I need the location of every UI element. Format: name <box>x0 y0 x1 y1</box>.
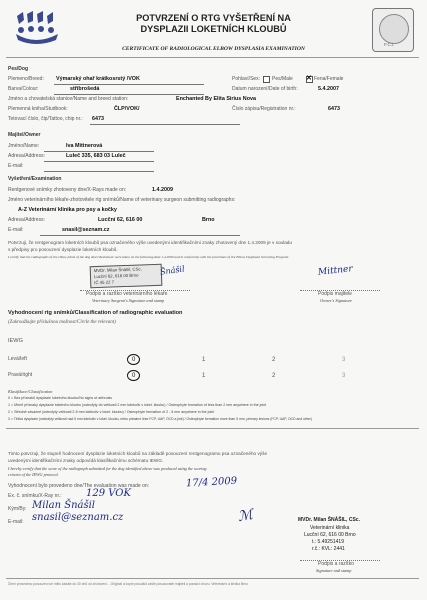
exam-address-value: Lucční 62, 616 00 <box>98 217 143 223</box>
breed-value: Výmarský ohař krátkosrstý /VOK <box>56 76 140 82</box>
left-grade-selected-circle <box>127 354 140 365</box>
xray-value: 1.4.2009 <box>152 187 173 193</box>
owner-signature: Mittner <box>317 264 354 278</box>
evaluator-stamp-line-5: r.č.: KVL: 2441 <box>312 546 345 552</box>
classification-title: Klasifikace/Classification <box>8 389 53 394</box>
evaluator-stamp-line-4: t.: 5.49251419 <box>312 539 344 545</box>
evaluation-subtitle: (Zakroužkujte příslušnou možnost/Circle the relevant) <box>8 320 116 325</box>
tattoo-value: 6473 <box>92 116 104 122</box>
studbook-value: ČLP/VOK/ <box>114 106 140 112</box>
color-value: stříbrošedá <box>70 86 100 92</box>
owner-signature-label: Podpis majitele <box>318 291 352 297</box>
final-email-value: snasil@seznam.cz <box>32 512 124 523</box>
right-grade-2: 2 <box>272 373 276 379</box>
vet-stamp-line-1: MVDr. Milan Šnášil, CSc. <box>93 266 142 274</box>
sex-male-label: Pes/Male <box>272 76 293 82</box>
right-grade-selected-circle <box>127 370 140 381</box>
evaluator-signature: ℳ <box>236 506 255 526</box>
dob-label: Datum narození/Date of birth: <box>232 86 298 92</box>
dog-name-value: Enchanted By Elita Sirius Nova <box>176 96 256 102</box>
dog-section: Pes/Dog <box>8 66 29 72</box>
exam-section: Vyšetření/Examination <box>8 176 62 182</box>
evaluator-stamp-line-1: MVDr. Milan ŠNÁŠIL, CSc. <box>298 517 360 523</box>
owner-email-label: E-mail: <box>8 163 24 169</box>
dob-value: 5.4.2007 <box>318 86 339 92</box>
vet-signature: Šnášil <box>159 264 186 277</box>
vet-signature-label: Podpis a razítko veterinárního lékaře <box>86 291 168 297</box>
sex-female-label: Fena/Female <box>314 76 344 82</box>
owner-signature-label-en: Owner's Signature <box>320 298 352 303</box>
sex-male-checkbox <box>263 76 270 83</box>
regno-label: Číslo zápisu/Registration nr.: <box>232 106 296 112</box>
evaluator-stamp-line-3: Lucční 62, 616 00 Brno <box>304 532 356 538</box>
owner-name-label: Jméno/Name: <box>8 143 40 149</box>
xray-label: Rentgenové snímky zhotoveny dne/X-Rays made on: <box>8 187 127 193</box>
owner-address-value: Luleč 335, 683 03 Luleč <box>66 153 126 159</box>
evaluator-label: Kým/By: <box>8 506 27 512</box>
confirm-text-en: I certify that the radiographs of the elbow joints of the dog described above were taken on the following date 1.4.2009 and in conformity with the provisions of the Elbow Dysplasia Screening Program. <box>8 255 290 259</box>
classification-row-0: 0 = Bez příznaků dysplazie loketního kloubu/No signs of arthrosis <box>8 396 112 400</box>
confirm-text-1: Potvrzuji, že rentgenogram loketních kloubů psa označeného výše uvedenými identifikačními znaky zhotovený dne 1.4.2009 je v souladu <box>8 240 293 245</box>
final-text-en-2: criteria of the IEWG protocol. <box>8 472 59 477</box>
fci-logo-text: F.C.I. <box>384 42 395 47</box>
exam-address-label: Adresa/Address: <box>8 217 45 223</box>
vet-label: Jméno veterinárního lékaře-zhotovitele rtg snímků/Name of veterinary surgeon submitting radiographs: <box>8 197 236 203</box>
evaluation-date-label: Vyhodnocení bylo provedeno dne/The evaluation was made on: <box>8 483 150 489</box>
final-email-label: E-mail: <box>8 519 24 525</box>
evaluation-date-value: 17/4 2009 <box>185 475 238 490</box>
owner-address-label: Adresa/Address: <box>8 153 45 159</box>
evaluator-signature-label-en: Signature and stamp <box>316 568 352 573</box>
color-label: Barva/Colour: <box>8 86 39 92</box>
evaluator-signature-label: Podpis a razítko <box>318 561 354 567</box>
regno-value: 6473 <box>328 106 340 112</box>
breed-label: Plemeno/Breed: <box>8 76 44 82</box>
title-line-1: POTVRZENÍ O RTG VYŠETŘENÍ NA <box>136 13 291 23</box>
left-grade-3: 3 <box>342 357 346 363</box>
exam-email-value: snasil@seznam.cz <box>62 227 110 233</box>
vet-signature-label-en: Veterinary Surgeon's Signature and stamp <box>92 298 165 303</box>
final-text-en-1: I hereby certify that the score of the radiograph submitted for the dog identified above was produced using the scoring <box>8 466 207 471</box>
right-elbow-label: Pravá/right <box>8 372 33 378</box>
right-grade-3: 3 <box>342 373 346 379</box>
classification-row-2: 2 = Středně závažné (osteofyty velikosti 2-5 mm kdekoliv v loket. kloubu) / Osteophyte formation of 2 - 5 mm anywhere in the joint <box>8 410 215 414</box>
studbook-label: Plemenná kniha/Studbook: <box>8 106 68 112</box>
left-grade-1: 1 <box>202 357 206 363</box>
vet-stamp-line-2: Lucční 62, 616 00 Brno <box>93 272 139 280</box>
evaluator-stamp-line-2: Veterinární klinika <box>310 525 350 531</box>
vet-stamp <box>90 264 163 288</box>
vet-stamp-line-3: IČ 45 22 7 <box>94 279 115 286</box>
tattoo-label: Tetovací číslo, čip/Tattoo, chip nr.: <box>8 116 83 122</box>
evaluation-title: Vyhodnocení rtg snímků/Classification of radiographic evaluation <box>8 310 183 316</box>
left-grade-2: 2 <box>272 357 276 363</box>
owner-name-value: Iva Mittnerová <box>66 143 103 149</box>
sex-female-mark: ✕ <box>306 75 312 82</box>
classification-row-1: 1 = Mírně příznaky dysplazie loketního kloubu (osteofyty do velikosti 2 mm kdekoliv v loket. kloubu) / Osteophyte formation of less than 2 mm anywhere in the joint <box>8 403 267 407</box>
final-text-2: uvedenými identifikačními znaky odpovídá klasifikačnímu schématu IEWG. <box>8 458 164 463</box>
confirm-text-2: s předpisy pro posouzení dysplazie loketních kloubů. <box>8 247 118 252</box>
left-grade-0: 0 <box>132 357 136 363</box>
footer-note: Čtení provedeno posouzení se mělo zadále do 30 dnů od zhotovení... Originál a kopie posudků zašle posuzovatel majiteli a poradci chovu. Veterinární a klinika Brno <box>8 582 248 586</box>
right-grade-0: 0 <box>132 373 136 379</box>
final-text-1: Timto potvrzuji, že stupeň hodnocení dysplazie loketních kloubů na základě posouzení rentgenogramu psa označeného výše <box>8 451 268 456</box>
vet-value: A-Z Veterinární klinika pro psy a kočky <box>18 207 117 213</box>
classification-row-3: 3 = Těžká dysplazie (osteofyty velikosti nad 5 mm kdekoliv v loket. kloubu, nebo primární léze FCP, UAP, OCD a jiné) / Osteophyte formation more than 5 mm, primary lesions (FCP, UAP, OCD and other) <box>8 417 312 421</box>
dog-name-label: Jméno a chovatelská stanice/Name and breed station: <box>8 96 129 102</box>
subtitle: CERTIFICATE OF RADIOLOGICAL ELBOW DYSPLASIA EXAMINATION <box>122 46 305 52</box>
evaluator-stamp <box>298 518 378 564</box>
exam-email-label: E-mail: <box>8 227 24 233</box>
owner-section: Majitel/Owner <box>8 132 41 138</box>
sex-label: Pohlaví/Sex: <box>232 76 261 82</box>
evaluation-scheme: IEWG <box>8 338 23 344</box>
xray-number-value: 129 VOK <box>86 488 131 499</box>
evaluator-value: Milan Šnášil <box>32 500 95 511</box>
right-grade-1: 1 <box>202 373 206 379</box>
xray-number-label: Ex. č. snímku/X-Ray nr.: <box>8 493 62 499</box>
left-elbow-label: Levá/left <box>8 356 27 362</box>
exam-address-city: Brno <box>202 217 215 223</box>
title-line-2: DYSPLAZII LOKETNÍCH KLOUBŮ <box>140 24 287 34</box>
